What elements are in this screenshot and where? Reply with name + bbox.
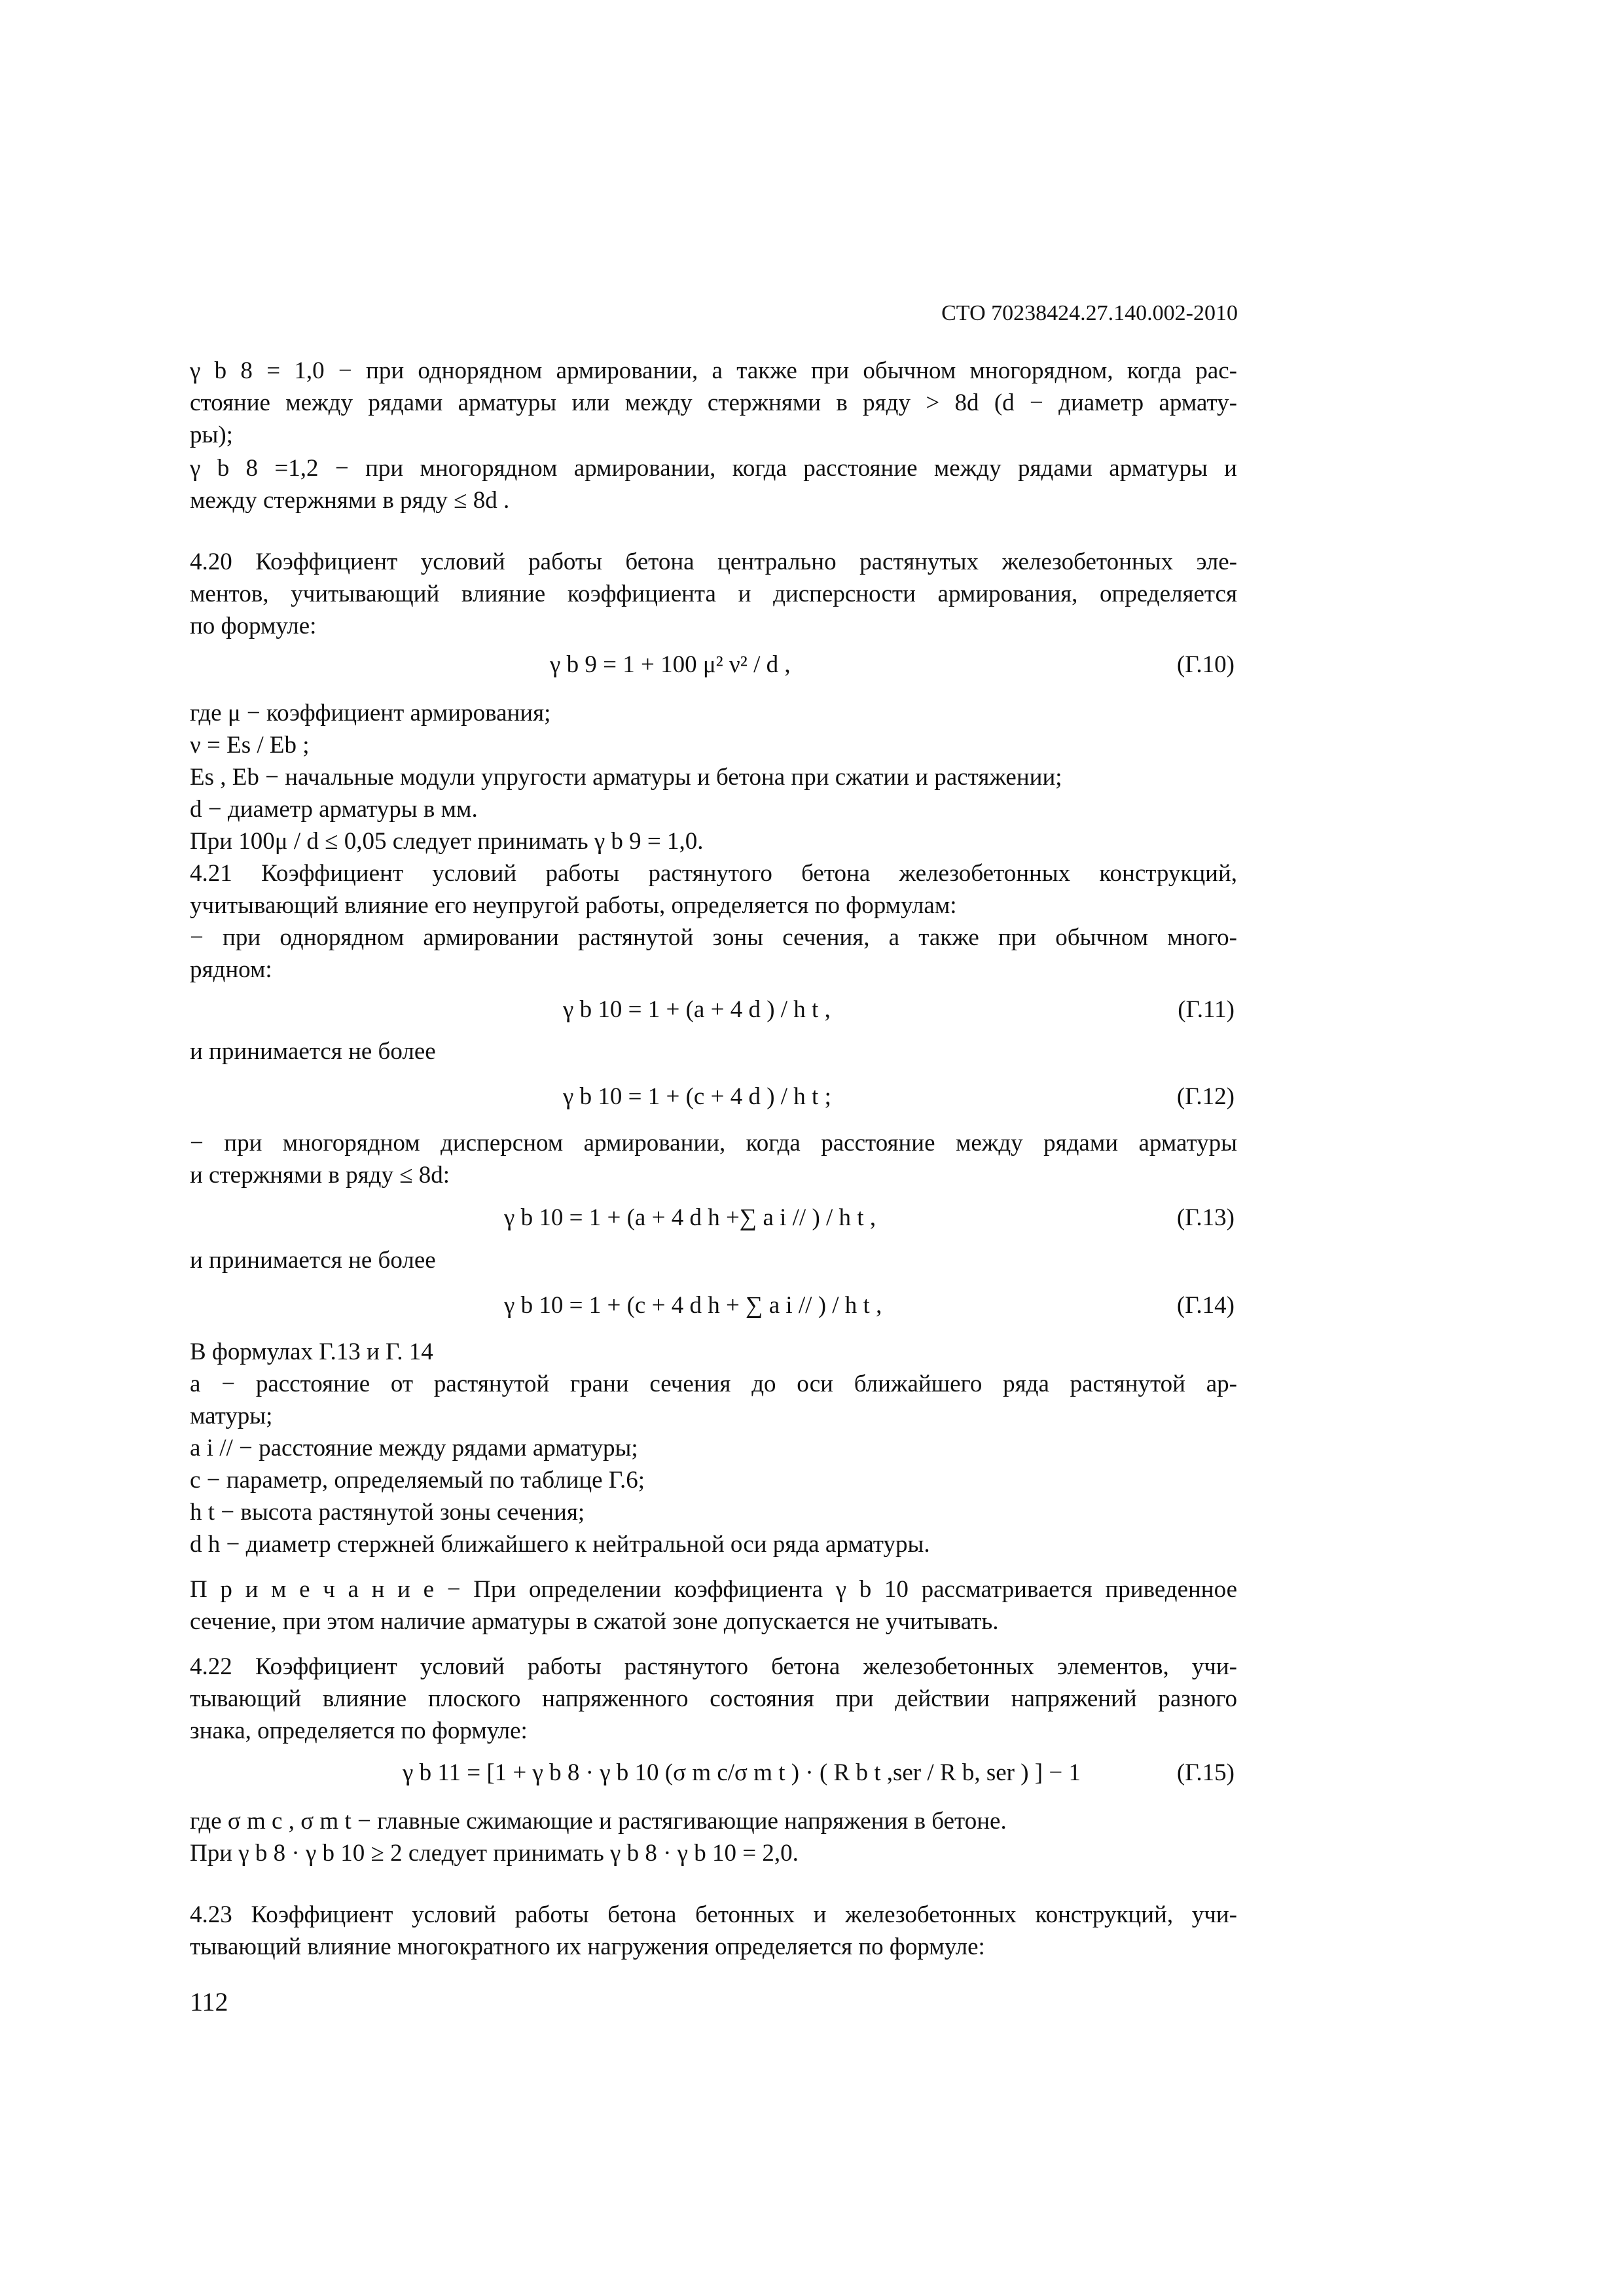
text-line: рядном: [190, 956, 272, 983]
text-line: знака, определяется по формуле: [190, 1717, 528, 1744]
text-line: ры); [190, 422, 233, 448]
definition-dh: d h − диаметр стержней ближайшего к нейтральной оси ряда арматуры. [190, 1531, 930, 1558]
text-line: γ b 8 =1,2 − при многорядном армировании, когда расстояние между рядами арматуры и [190, 455, 1237, 482]
formula-number-g13: (Г.13) [1176, 1204, 1235, 1231]
document-code: СТО 70238424.27.140.002-2010 [941, 301, 1238, 325]
note-line: П р и м е ч а н и е − При определении коэффициента γ b 10 рассматривается приведенное [190, 1576, 1237, 1603]
section-4-21-line: 4.21 Коэффициент условий работы растянутого бетона железобетонных конструкций, [190, 860, 1237, 887]
text-line: − при однорядном армировании растянутой зоны сечения, а также при обычном много- [190, 924, 1237, 951]
section-4-20-line: 4.20 Коэффициент условий работы бетона центрально растянутых железобетонных эле- [190, 548, 1237, 575]
formula-number-g14: (Г.14) [1176, 1292, 1235, 1319]
text-line: Es , Eb − начальные модули упругости арматуры и бетона при сжатии и растяжении; [190, 764, 1062, 791]
text-line: стояние между рядами арматуры или между стержнями в ряду > 8d (d − диаметр армату- [190, 389, 1237, 416]
text-line: В формулах Г.13 и Г. 14 [190, 1338, 433, 1365]
text-line: между стержнями в ряду ≤ 8d . [190, 487, 510, 514]
definition-ht: h t − высота растянутой зоны сечения; [190, 1499, 585, 1526]
text-line: тывающий влияние многократного их нагружения определяется по формуле: [190, 1933, 985, 1960]
text-line: и принимается не более [190, 1247, 436, 1274]
text-line: по формуле: [190, 613, 317, 639]
formula-number-g11: (Г.11) [1178, 996, 1235, 1023]
note-line: сечение, при этом наличие арматуры в сжатой зоне допускается не учитывать. [190, 1608, 999, 1635]
text-line: − при многорядном дисперсном армировании, когда расстояние между рядами арматуры [190, 1130, 1237, 1157]
formula-g11: γ b 10 = 1 + (a + 4 d ) / h t , [563, 996, 831, 1023]
text-line: учитывающий влияние его неупругой работы, определяется по формулам: [190, 892, 957, 919]
text-line: и принимается не более [190, 1038, 436, 1065]
formula-number-g10: (Г.10) [1176, 651, 1235, 678]
page-number: 112 [190, 1987, 228, 2017]
formula-g12: γ b 10 = 1 + (c + 4 d ) / h t ; [563, 1083, 831, 1110]
definition-a: a − расстояние от растянутой грани сечения до оси ближайшего ряда растянутой ар- [190, 1371, 1237, 1397]
text-line: При γ b 8 · γ b 10 ≥ 2 следует принимать γ b 8 · γ b 10 = 2,0. [190, 1840, 799, 1867]
definition-ai: a i // − расстояние между рядами арматуры; [190, 1435, 638, 1462]
text-line: и стержнями в ряду ≤ 8d: [190, 1162, 450, 1189]
text-line: γ b 8 = 1,0 − при однорядном армировании, а также при обычном многорядном, когда рас- [190, 357, 1237, 384]
formula-g14: γ b 10 = 1 + (c + 4 d h + ∑ a i // ) / h t , [504, 1292, 882, 1319]
formula-g13: γ b 10 = 1 + (a + 4 d h +∑ a i // ) / h t , [504, 1204, 876, 1231]
formula-number-g12: (Г.12) [1176, 1083, 1235, 1110]
text-line: При 100μ / d ≤ 0,05 следует принимать γ b 9 = 1,0. [190, 828, 704, 855]
formula-g10: γ b 9 = 1 + 100 μ² ν² / d , [550, 651, 791, 678]
text-line: ν = Es / Eb ; [190, 732, 310, 759]
text-line: матуры; [190, 1403, 273, 1429]
section-4-22-line: 4.22 Коэффициент условий работы растянутого бетона железобетонных элементов, учи- [190, 1653, 1237, 1680]
text-line: где σ m c , σ m t − главные сжимающие и растягивающие напряжения в бетоне. [190, 1808, 1007, 1835]
text-line: d − диаметр арматуры в мм. [190, 796, 478, 823]
formula-number-g15: (Г.15) [1176, 1759, 1235, 1786]
text-line: тывающий влияние плоского напряженного состояния при действии напряжений разного [190, 1685, 1237, 1712]
text-line: ментов, учитывающий влияние коэффициента и дисперсности армирования, определяется [190, 581, 1237, 607]
definition-c: c − параметр, определяемый по таблице Г.6; [190, 1467, 645, 1494]
text-line: где μ − коэффициент армирования; [190, 700, 551, 726]
section-4-23-line: 4.23 Коэффициент условий работы бетона бетонных и железобетонных конструкций, учи- [190, 1901, 1237, 1928]
formula-g15: γ b 11 = [1 + γ b 8 · γ b 10 (σ m c/σ m t ) · ( R b t ,ser / R b, ser ) ] − 1 [403, 1759, 1081, 1786]
